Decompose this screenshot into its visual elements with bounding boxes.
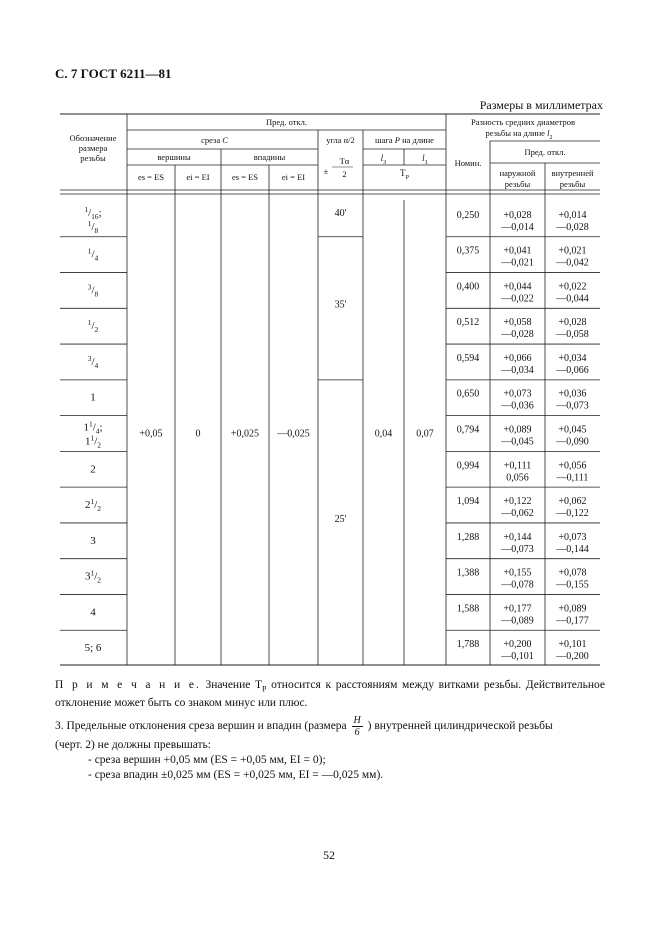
- nominal-value: 0,512: [456, 317, 480, 329]
- internal-dev-upper: +0,022: [558, 281, 587, 293]
- external-dev-upper: +0,111: [503, 460, 532, 472]
- clause-intro-b: ) внутренней цилиндрической резьбы: [367, 720, 553, 733]
- angle-value: 40': [334, 207, 347, 219]
- internal-dev-lower: —0,044: [556, 293, 589, 305]
- size-designation: 4: [90, 606, 96, 619]
- col-head-crests: вершины: [157, 152, 191, 162]
- internal-dev-lower: —0,155: [556, 579, 589, 591]
- size-designation: $3^1/_2$: [84, 568, 102, 585]
- col-head-tp: $T_P$: [399, 168, 410, 181]
- nominal-value: 1,588: [456, 603, 480, 615]
- nominal-value: 1,288: [456, 531, 480, 543]
- external-dev-lower: —0,036: [501, 400, 534, 412]
- note-label: П р и м е ч а н и е.: [55, 679, 201, 691]
- external-dev-upper: +0,028: [503, 209, 532, 221]
- internal-dev-lower: —0,058: [556, 329, 589, 341]
- external-dev-upper: +0,066: [503, 352, 532, 364]
- size-designation: 1: [90, 391, 96, 404]
- nominal-value: 0,250: [456, 209, 480, 221]
- external-dev-lower: —0,062: [501, 508, 534, 520]
- clause-item1: - среза вершин +0,05 мм (ES = +0,05 мм, EI = 0);: [88, 754, 326, 766]
- root-ei-value: —0,025: [277, 428, 310, 440]
- nominal-value: 1,094: [456, 496, 480, 508]
- nominal-value: 0,650: [456, 388, 480, 400]
- internal-dev-upper: +0,014: [558, 209, 587, 221]
- external-dev-upper: +0,144: [503, 531, 532, 543]
- external-dev-lower: —0,089: [501, 615, 534, 627]
- size-designation: $^3/_4$: [87, 353, 99, 370]
- page-number: 52: [323, 848, 335, 862]
- col-head-es1: es = ES: [137, 172, 165, 182]
- col-head-ei1: ei = EI: [186, 172, 210, 182]
- external-dev-upper: +0,058: [503, 317, 532, 329]
- clause-3: [55, 715, 605, 783]
- internal-dev-lower: —0,177: [556, 615, 589, 627]
- nominal-value: 0,794: [456, 424, 480, 436]
- external-dev-lower: —0,034: [501, 364, 534, 376]
- clause-intro-a: 3. Предельные отклонения среза вершин и впадин (размера: [55, 720, 347, 733]
- external-dev-lower: —0,101: [501, 651, 534, 663]
- size-designation: $^3/_8$: [87, 282, 99, 299]
- table-note: [55, 678, 605, 711]
- frac-num: H: [353, 715, 361, 726]
- external-dev-upper: +0,073: [503, 388, 532, 400]
- frac-den: 6: [354, 727, 360, 738]
- col-head-ta-den: 2: [342, 169, 347, 179]
- clause-item2: - среза впадин ±0,025 мм (ES = +0,025 мм, EI = —0,025 мм).: [88, 769, 384, 781]
- size-designation: 5; 6: [84, 642, 102, 655]
- col-head-ta-pm: ±: [323, 166, 329, 176]
- col-head-designation: резьбы: [80, 153, 106, 163]
- internal-dev-lower: —0,073: [556, 400, 589, 412]
- col-head-dev: Пред. откл.: [266, 117, 307, 127]
- size-designation: $^1/_2$: [87, 318, 99, 335]
- nominal-value: 1,788: [456, 639, 480, 651]
- external-dev-lower: —0,021: [501, 257, 534, 269]
- external-dev-upper: +0,177: [503, 603, 532, 615]
- clause-line2: (черт. 2) не должны превышать:: [55, 739, 211, 751]
- angle-value: 25': [334, 513, 347, 525]
- pitch-l1-value: 0,07: [416, 428, 434, 440]
- external-dev-upper: +0,044: [503, 281, 532, 293]
- external-dev-upper: +0,155: [503, 567, 532, 579]
- nominal-value: 0,594: [456, 352, 480, 364]
- internal-dev-upper: +0,021: [558, 245, 587, 257]
- internal-dev-upper: +0,073: [558, 531, 587, 543]
- internal-dev-lower: —0,200: [556, 651, 589, 663]
- internal-dev-lower: —0,144: [556, 543, 589, 555]
- col-head-dev2: Пред. откл.: [524, 147, 566, 157]
- col-head-es2: es = ES: [231, 172, 259, 182]
- internal-dev-upper: +0,089: [558, 603, 587, 615]
- note-text-a: Значение T: [205, 679, 263, 691]
- angle-value: 35': [334, 299, 347, 311]
- nominal-value: 1,388: [456, 567, 480, 579]
- internal-dev-lower: —0,066: [556, 364, 589, 376]
- nominal-value: 0,375: [456, 245, 480, 257]
- external-dev-lower: —0,028: [501, 329, 534, 341]
- external-dev-lower: —0,073: [501, 543, 534, 555]
- internal-dev-upper: +0,028: [558, 317, 587, 329]
- root-es-value: +0,025: [230, 428, 260, 440]
- nominal-value: 0,400: [456, 281, 480, 293]
- col-head-ei2: ei = EI: [281, 172, 306, 182]
- col-head-external: наружной: [499, 168, 536, 178]
- internal-dev-upper: +0,056: [558, 460, 587, 472]
- internal-dev-upper: +0,078: [558, 567, 587, 579]
- col-head-pitch: шага P на длине: [375, 135, 434, 145]
- internal-dev-lower: —0,111: [556, 472, 589, 484]
- col-head-ta-num: Tα: [339, 156, 350, 166]
- internal-dev-lower: —0,042: [556, 257, 589, 269]
- size-designation: $2^1/_2$: [84, 497, 102, 514]
- col-head-diff-2: резьбы на длине $l_2$: [485, 128, 553, 141]
- col-head-external: резьбы: [504, 179, 531, 189]
- internal-dev-upper: +0,045: [558, 424, 587, 436]
- page-header: С. 7 ГОСТ 6211—81: [55, 66, 172, 81]
- col-head-designation: Обозначение: [69, 133, 117, 143]
- internal-dev-upper: +0,062: [558, 496, 587, 508]
- internal-dev-upper: +0,036: [558, 388, 587, 400]
- col-head-nominal: Номин.: [454, 158, 482, 168]
- col-head-diff-1: Разность средних диаметров: [471, 117, 575, 127]
- external-dev-upper: +0,200: [503, 639, 532, 651]
- size-designation: $^1/_8$: [87, 218, 99, 235]
- size-designation: 3: [90, 534, 96, 547]
- size-designation: $^1/_4$: [87, 246, 99, 263]
- col-head-shear: среза C: [201, 135, 228, 145]
- note-text-sub: P: [262, 684, 267, 694]
- internal-dev-lower: —0,122: [556, 508, 589, 520]
- note-text-b: относится к расстояниям между витками резьбы. Действительное отклонение может быть со знаком минус или плюс.: [55, 679, 605, 710]
- internal-dev-upper: +0,034: [558, 352, 587, 364]
- external-dev-upper: +0,041: [503, 245, 532, 257]
- col-head-l3: $l_3$: [380, 153, 387, 166]
- external-dev-upper: +0,089: [503, 424, 532, 436]
- col-head-internal: внутренней: [551, 168, 594, 178]
- col-head-l1: $l_1$: [422, 153, 428, 166]
- col-head-roots: впадины: [253, 152, 286, 162]
- external-dev-lower: 0,056: [506, 472, 529, 484]
- external-dev-lower: —0,045: [501, 436, 534, 448]
- nominal-value: 0,994: [456, 460, 480, 472]
- h-over-6-fraction: [352, 715, 363, 738]
- col-head-angle: угла α/2: [326, 135, 355, 145]
- col-head-internal: резьбы: [559, 179, 586, 189]
- size-designation: $1^1/_2$: [84, 433, 102, 450]
- pitch-l3-value: 0,04: [374, 428, 393, 440]
- internal-dev-upper: +0,101: [558, 639, 587, 651]
- external-dev-lower: —0,014: [501, 221, 534, 233]
- col-head-designation: размера: [78, 143, 108, 153]
- units-note: Размеры в миллиметрах: [479, 98, 603, 112]
- size-designation: $1^1/_4$;: [83, 419, 103, 436]
- size-designation: $^1/_{16}$;: [84, 204, 102, 221]
- external-dev-upper: +0,122: [503, 496, 532, 508]
- crest-ei-value: 0: [195, 428, 201, 440]
- external-dev-lower: —0,078: [501, 579, 534, 591]
- crest-es-value: +0,05: [139, 428, 163, 440]
- external-dev-lower: —0,022: [501, 293, 534, 305]
- internal-dev-lower: —0,028: [556, 221, 589, 233]
- size-designation: 2: [90, 463, 96, 476]
- internal-dev-lower: —0,090: [556, 436, 589, 448]
